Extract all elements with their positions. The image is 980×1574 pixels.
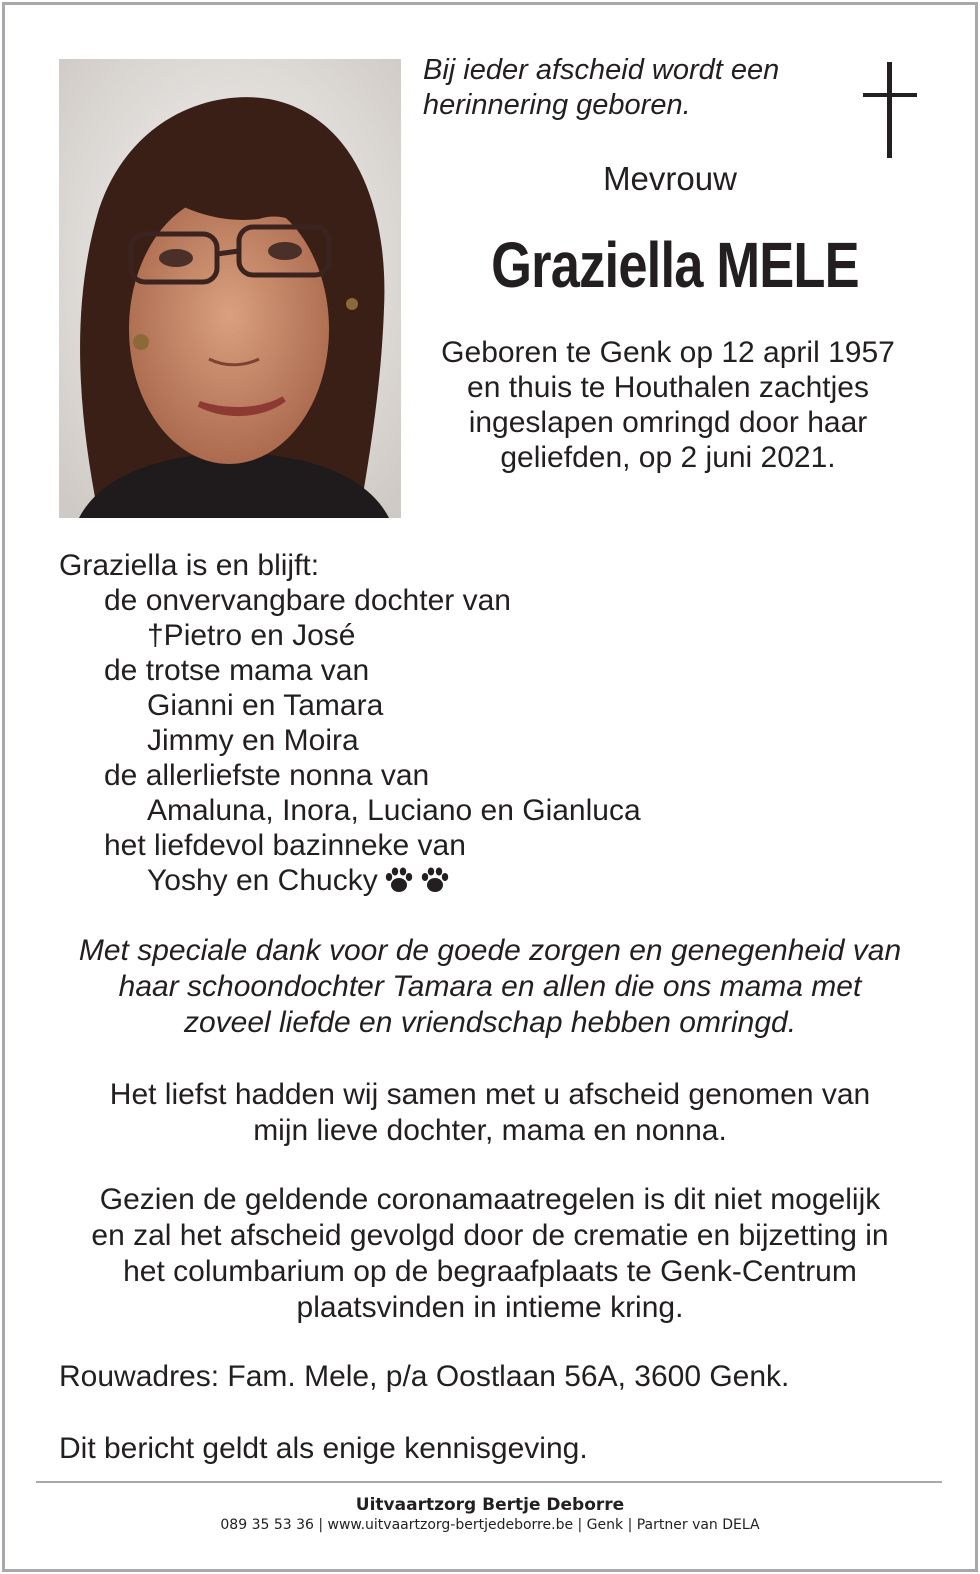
birth-death-info	[418, 335, 918, 475]
family-list	[59, 548, 641, 898]
ceremony-line: plaatsvinden in intieme kring.	[296, 1291, 684, 1324]
ceremony-line: en zal het afscheid gevolgd door de crematie en bijzetting in	[91, 1219, 889, 1252]
pets-names: Yoshy en Chucky	[147, 864, 378, 897]
birth-line: en thuis te Houthalen zachtjes	[467, 371, 869, 404]
motto-quote	[423, 53, 843, 123]
family-line: †Pietro en José	[147, 619, 356, 652]
birth-line: Geboren te Genk op 12 april 1957	[441, 336, 895, 369]
family-line-pets	[59, 863, 641, 898]
family-intro: Graziella is en blijft:	[59, 549, 320, 582]
family-line: het liefdevol bazinneke van	[104, 829, 466, 862]
honorific-title: Mevrouw	[603, 160, 737, 197]
mourning-address: Rouwadres: Fam. Mele, p/a Oostlaan 56A, 3600 Genk.	[59, 1360, 790, 1393]
paw-icon	[384, 867, 414, 893]
farewell-paragraph	[40, 1077, 940, 1149]
thanks-line: haar schoondochter Tamara en allen die ons mama met	[118, 970, 862, 1003]
thanks-line: Met speciale dank voor de goede zorgen en genegenheid van	[78, 934, 902, 967]
paw-icon	[420, 867, 450, 893]
thanks-line: zoveel liefde en vriendschap hebben omringd.	[183, 1006, 797, 1039]
funeral-home-name: Uitvaartzorg Bertje Deborre	[355, 1495, 625, 1515]
family-line: Jimmy en Moira	[147, 724, 359, 757]
family-line: Amaluna, Inora, Luciano en Gianluca	[147, 794, 641, 827]
cross-icon	[860, 60, 920, 160]
thanks-paragraph	[30, 933, 950, 1041]
family-line: de onvervangbare dochter van	[104, 584, 511, 617]
farewell-line: Het liefst hadden wij samen met u afscheid genomen van	[109, 1078, 871, 1111]
ceremony-line: Gezien de geldende coronamaatregelen is dit niet mogelijk	[99, 1183, 881, 1216]
motto-line: herinnering geboren.	[423, 89, 691, 121]
deceased-name: Graziella MELE	[491, 229, 859, 301]
birth-line: ingeslapen omringd door haar	[468, 406, 868, 439]
farewell-line: mijn lieve dochter, mama en nonna.	[253, 1114, 727, 1147]
family-line: de trotse mama van	[104, 654, 370, 687]
ceremony-line: het columbarium op de begraafplaats te Genk-Centrum	[123, 1255, 857, 1288]
ceremony-paragraph	[40, 1182, 940, 1326]
portrait-photo	[59, 59, 401, 518]
motto-line: Bij ieder afscheid wordt een	[423, 54, 780, 86]
footer-divider	[36, 1481, 942, 1483]
birth-line: geliefden, op 2 juni 2021.	[500, 441, 836, 474]
notice-text: Dit bericht geldt als enige kennisgeving.	[59, 1432, 588, 1465]
funeral-home-contact: 089 35 53 36 | www.uitvaartzorg-bertjedeborre.be | Genk | Partner van DELA	[220, 1517, 760, 1533]
family-line: Gianni en Tamara	[147, 689, 384, 722]
family-line: de allerliefste nonna van	[104, 759, 430, 792]
